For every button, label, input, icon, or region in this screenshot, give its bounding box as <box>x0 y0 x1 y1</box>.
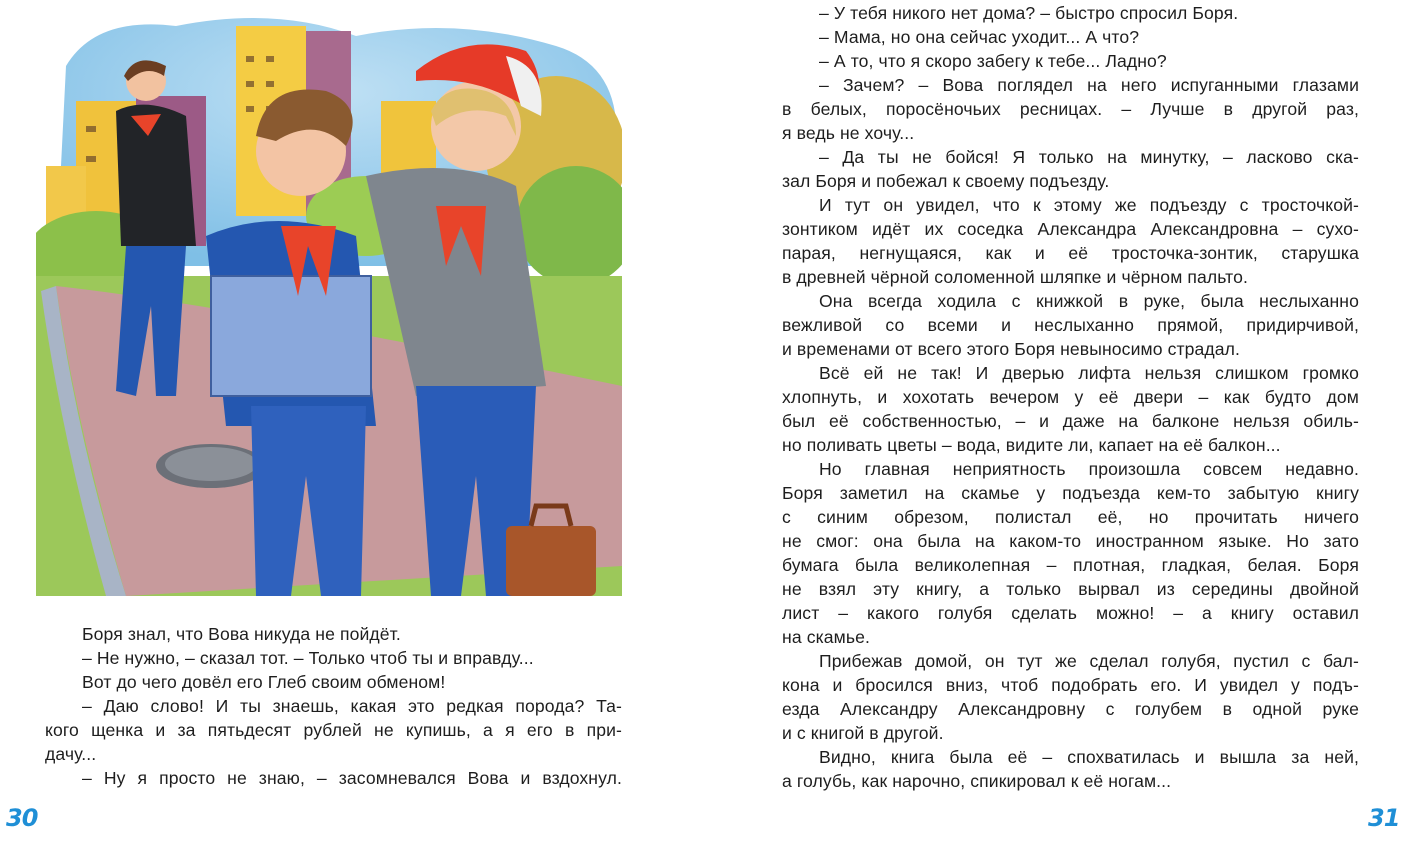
text-line: Вот до чего довёл его Глеб своим обменом! <box>82 672 446 692</box>
text-line: Боря заметил на скамье у подъезда кем-то забытую книгу <box>782 483 1359 503</box>
text-line: – Мама, но она сейчас уходит... А что? <box>819 27 1140 47</box>
left-page <box>0 0 700 841</box>
text-line: – Ну я просто не знаю, – засомневался Вова и вздохнул. <box>82 768 622 788</box>
text-line: Но главная неприятность произошла совсем недавно. <box>819 459 1359 479</box>
text-line: Прибежав домой, он тут же сделал голубя, пустил с бал- <box>819 651 1359 671</box>
text-line: Боря знал, что Вова никуда не пойдёт. <box>82 624 401 644</box>
text-line: бумага была великолепная – плотная, гладкая, белая. Боря <box>782 555 1359 575</box>
page-number-left: 30 <box>6 804 38 832</box>
text-line: – Даю слово! И ты знаешь, какая это редкая порода? Та- <box>82 696 622 716</box>
text-line: в древней чёрной соломенной шляпке и чёрном пальто. <box>782 267 1248 287</box>
text-line: на скамье. <box>782 627 870 647</box>
text-line: дачу... <box>45 744 97 764</box>
text-line: езда Александру Александровну с голубем в одной руке <box>782 699 1359 719</box>
left-page-text <box>45 622 622 790</box>
text-line: в белых, поросёночьих ресницах. – Лучше в другой раз, <box>782 99 1359 119</box>
text-line: зонтиком идёт их соседка Александра Александровна – сухо- <box>782 219 1359 239</box>
text-line: кого щенка и за пятьдесят рублей не купишь, а я его в при- <box>45 720 622 740</box>
text-line: – У тебя никого нет дома? – быстро спросил Боря. <box>819 3 1239 23</box>
text-line: а голубь, как нарочно, спикировал к её ногам... <box>782 771 1172 791</box>
text-line: – Да ты не бойся! Я только на минутку, – ласково ска- <box>819 147 1359 167</box>
text-line: парая, негнущаяся, как и её тросточка-зонтик, старушка <box>782 243 1359 263</box>
text-line: кона и бросился вниз, чтоб подобрать его. И увидел у подъ- <box>782 675 1359 695</box>
text-line: зал Боря и побежал к своему подъезду. <box>782 171 1110 191</box>
text-line: хлопнуть, и хохотать вечером у её двери – как будто дом <box>782 387 1359 407</box>
text-line: я ведь не хочу... <box>782 123 915 143</box>
text-line: и с книгой в другой. <box>782 723 944 743</box>
text-line: И тут он увидел, что к этому же подъезду с тросточкой- <box>819 195 1359 215</box>
text-line: лист – какого голубя сделать можно! – а книгу оставил <box>782 603 1359 623</box>
text-line: не смог: она была на каком-то иностранном языке. Но зато <box>782 531 1359 551</box>
right-page-text <box>782 1 1359 793</box>
illustration-image <box>36 6 622 596</box>
page-number-right: 31 <box>1368 804 1400 832</box>
text-line: – А то, что я скоро забегу к тебе... Ладно? <box>819 51 1167 71</box>
text-line: Всё ей не так! И дверью лифта нельзя слишком громко <box>819 363 1359 383</box>
text-line: с синим обрезом, полистал её, но прочитать ничего <box>782 507 1359 527</box>
text-line: – Зачем? – Вова поглядел на него испуганными глазами <box>819 75 1359 95</box>
right-page <box>704 0 1409 841</box>
text-line: и временами от всего этого Боря невыносимо страдал. <box>782 339 1240 359</box>
text-line: – Не нужно, – сказал тот. – Только чтоб ты и вправду... <box>82 648 534 668</box>
text-line: вежливой со всеми и неслыханно прямой, придирчивой, <box>782 315 1359 335</box>
text-line: не взял эту книгу, а только вырвал из середины двойной <box>782 579 1359 599</box>
text-line: Она всегда ходила с книжкой в руке, была неслыханно <box>819 291 1359 311</box>
text-line: но поливать цветы – вода, видите ли, капает на её балкон... <box>782 435 1281 455</box>
story-illustration <box>36 6 622 596</box>
text-line: Видно, книга была её – спохватилась и вышла за ней, <box>819 747 1359 767</box>
text-line: был её собственностью, – и даже на балконе нельзя обиль- <box>782 411 1359 431</box>
